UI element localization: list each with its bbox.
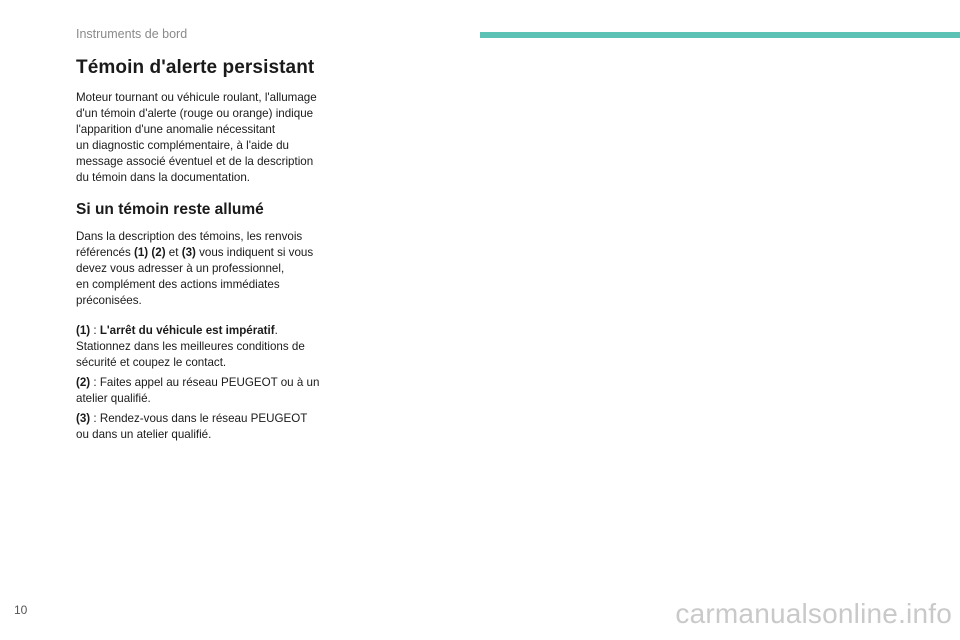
note-text: : Faites appel au réseau PEUGEOT ou à un [90,376,320,389]
intro-line: Moteur tournant ou véhicule roulant, l'allumage [76,91,317,104]
desc-line: en complément des actions immédiates [76,278,280,291]
description-paragraph [76,229,346,309]
intro-line: l'apparition d'une anomalie nécessitant [76,123,276,136]
note-line: Stationnez dans les meilleures conditions de [76,340,305,353]
note-line: atelier qualifié. [76,392,151,405]
note-ref: (1) [76,324,91,337]
main-content [76,56,346,446]
desc-line: Dans la description des témoins, les renvois [76,230,303,243]
note-1 [76,323,346,371]
note-line: sécurité et coupez le contact. [76,356,227,369]
intro-line: du témoin dans la documentation. [76,171,251,184]
ref-3: (3) [181,246,196,259]
header-accent-bar [480,32,960,38]
desc-line: devez vous adresser à un professionnel, [76,262,285,275]
ref-2: (2) [151,246,166,259]
intro-line: message associé éventuel et de la description [76,155,314,168]
desc-text: référencés [76,246,134,259]
note-sep: : [90,324,100,337]
page-title: Témoin d'alerte persistant [76,57,315,78]
intro-line: un diagnostic complémentaire, à l'aide du [76,139,289,152]
desc-text: et [165,246,182,259]
note-text: : Rendez-vous dans le réseau PEUGEOT [90,412,308,425]
intro-line: d'un témoin d'alerte (rouge ou orange) indique [76,107,314,120]
note-3 [76,411,346,443]
note-ref: (3) [76,412,91,425]
note-line: ou dans un atelier qualifié. [76,428,212,441]
ref-1: (1) [134,246,149,259]
note-ref: (2) [76,376,91,389]
note-2 [76,375,346,407]
desc-line: préconisées. [76,294,142,307]
intro-paragraph [76,90,346,186]
note-emphasis: L'arrêt du véhicule est impératif [99,324,275,337]
desc-text: vous indiquent si vous [195,246,314,259]
section-header-label: Instruments de bord [76,27,188,41]
page-number: 10 [14,603,28,617]
note-end: . [274,324,278,337]
section-subtitle: Si un témoin reste allumé [76,201,264,218]
watermark: carmanualsonline.info [675,598,952,629]
